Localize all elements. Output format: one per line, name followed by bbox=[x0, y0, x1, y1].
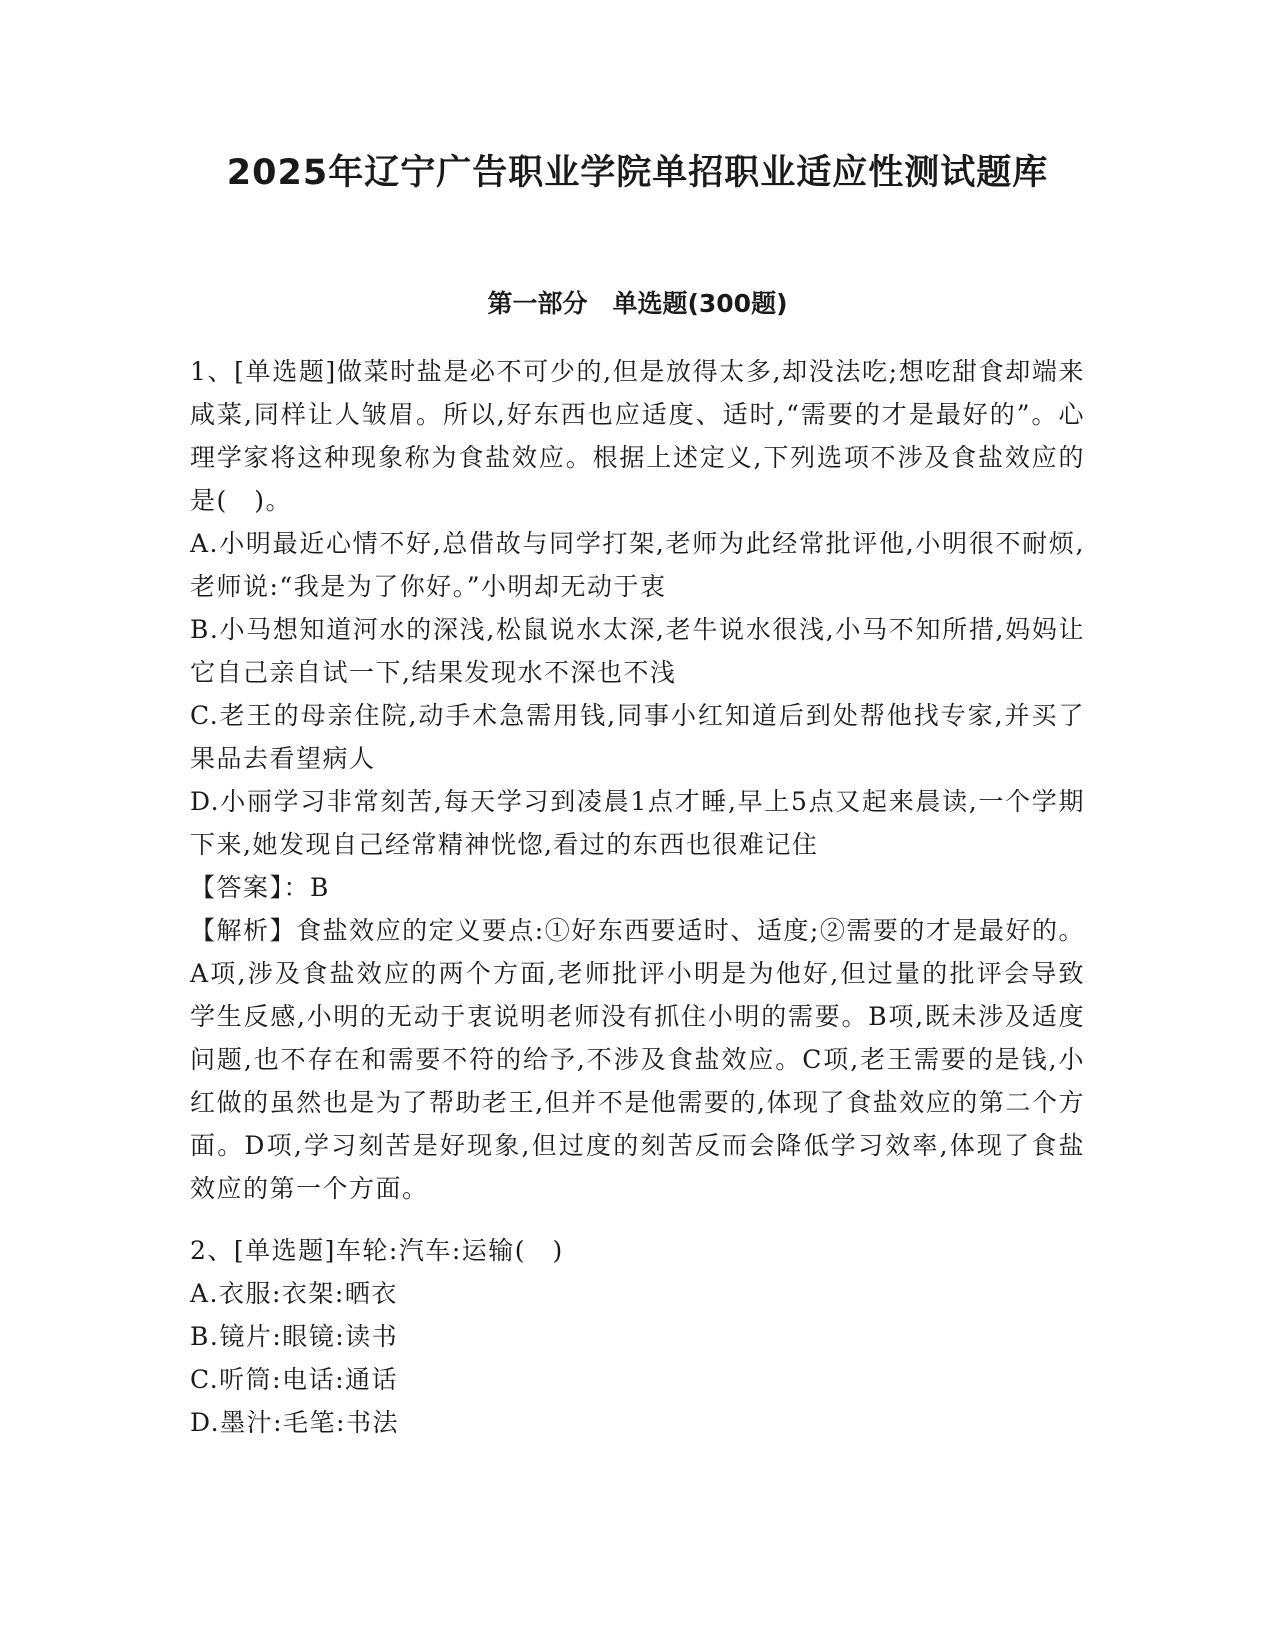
section-heading: 第一部分 单选题(300题) bbox=[487, 289, 788, 318]
analysis: 【解析】食盐效应的定义要点:①好东西要适时、适度;②需要的才是最好的。A项,涉及食盐效应的两个方面,老师批评小明是为他好,但过量的批评会导致学生反感,小明的无动于衷说明老师没有抓住小明的需要。B项,既未涉及适度问题,也不存在和需要不符的给予,不涉及食盐效应。C项,老王需要的是钱,小红做的虽然也是为了帮助老王,但并不是他需要的,体现了食盐效应的第二个方面。D项,学习刻苦是好现象,但过度的刻苦反而会降低学习效率,体现了食盐效应的第一个方面。 bbox=[190, 916, 1085, 1203]
answer: 【答案】：B bbox=[190, 873, 330, 902]
question-1 bbox=[190, 350, 1085, 1210]
option-a: A.小明最近心情不好,总借故与同学打架,老师为此经常批评他,小明很不耐烦,老师说:“我是为了你好。”小明却无动于衷 bbox=[190, 529, 1085, 601]
question-list bbox=[190, 350, 1085, 1444]
option-c: C.听筒:电话:通话 bbox=[190, 1365, 399, 1394]
document-title: 2025年辽宁广告职业学院单招职业适应性测试题库 bbox=[226, 153, 1049, 193]
option-a: A.衣服:衣架:晒衣 bbox=[190, 1279, 398, 1308]
option-b: B.镜片:眼镜:读书 bbox=[190, 1322, 399, 1351]
question-stem: 1、[单选题]做菜时盐是必不可少的,但是放得太多,却没法吃;想吃甜食却端来咸菜,同样让人皱眉。所以,好东西也应适度、适时,“需要的才是最好的”。心理学家将这种现象称为食盐效应。根据上述定义,下列选项不涉及食盐效应的是( )。 bbox=[190, 357, 1085, 515]
option-b: B.小马想知道河水的深浅,松鼠说水太深,老牛说水很浅,小马不知所措,妈妈让它自己亲自试一下,结果发现水不深也不浅 bbox=[190, 615, 1085, 687]
option-c: C.老王的母亲住院,动手术急需用钱,同事小红知道后到处帮他找专家,并买了果品去看望病人 bbox=[190, 701, 1085, 773]
option-d: D.墨汁:毛笔:书法 bbox=[190, 1408, 399, 1437]
question-2 bbox=[190, 1229, 1085, 1444]
option-d: D.小丽学习非常刻苦,每天学习到凌晨1点才睡,早上5点又起来晨读,一个学期下来,她发现自己经常精神恍惚,看过的东西也很难记住 bbox=[190, 787, 1085, 859]
question-stem: 2、[单选题]车轮:汽车:运输( ) bbox=[190, 1236, 564, 1265]
